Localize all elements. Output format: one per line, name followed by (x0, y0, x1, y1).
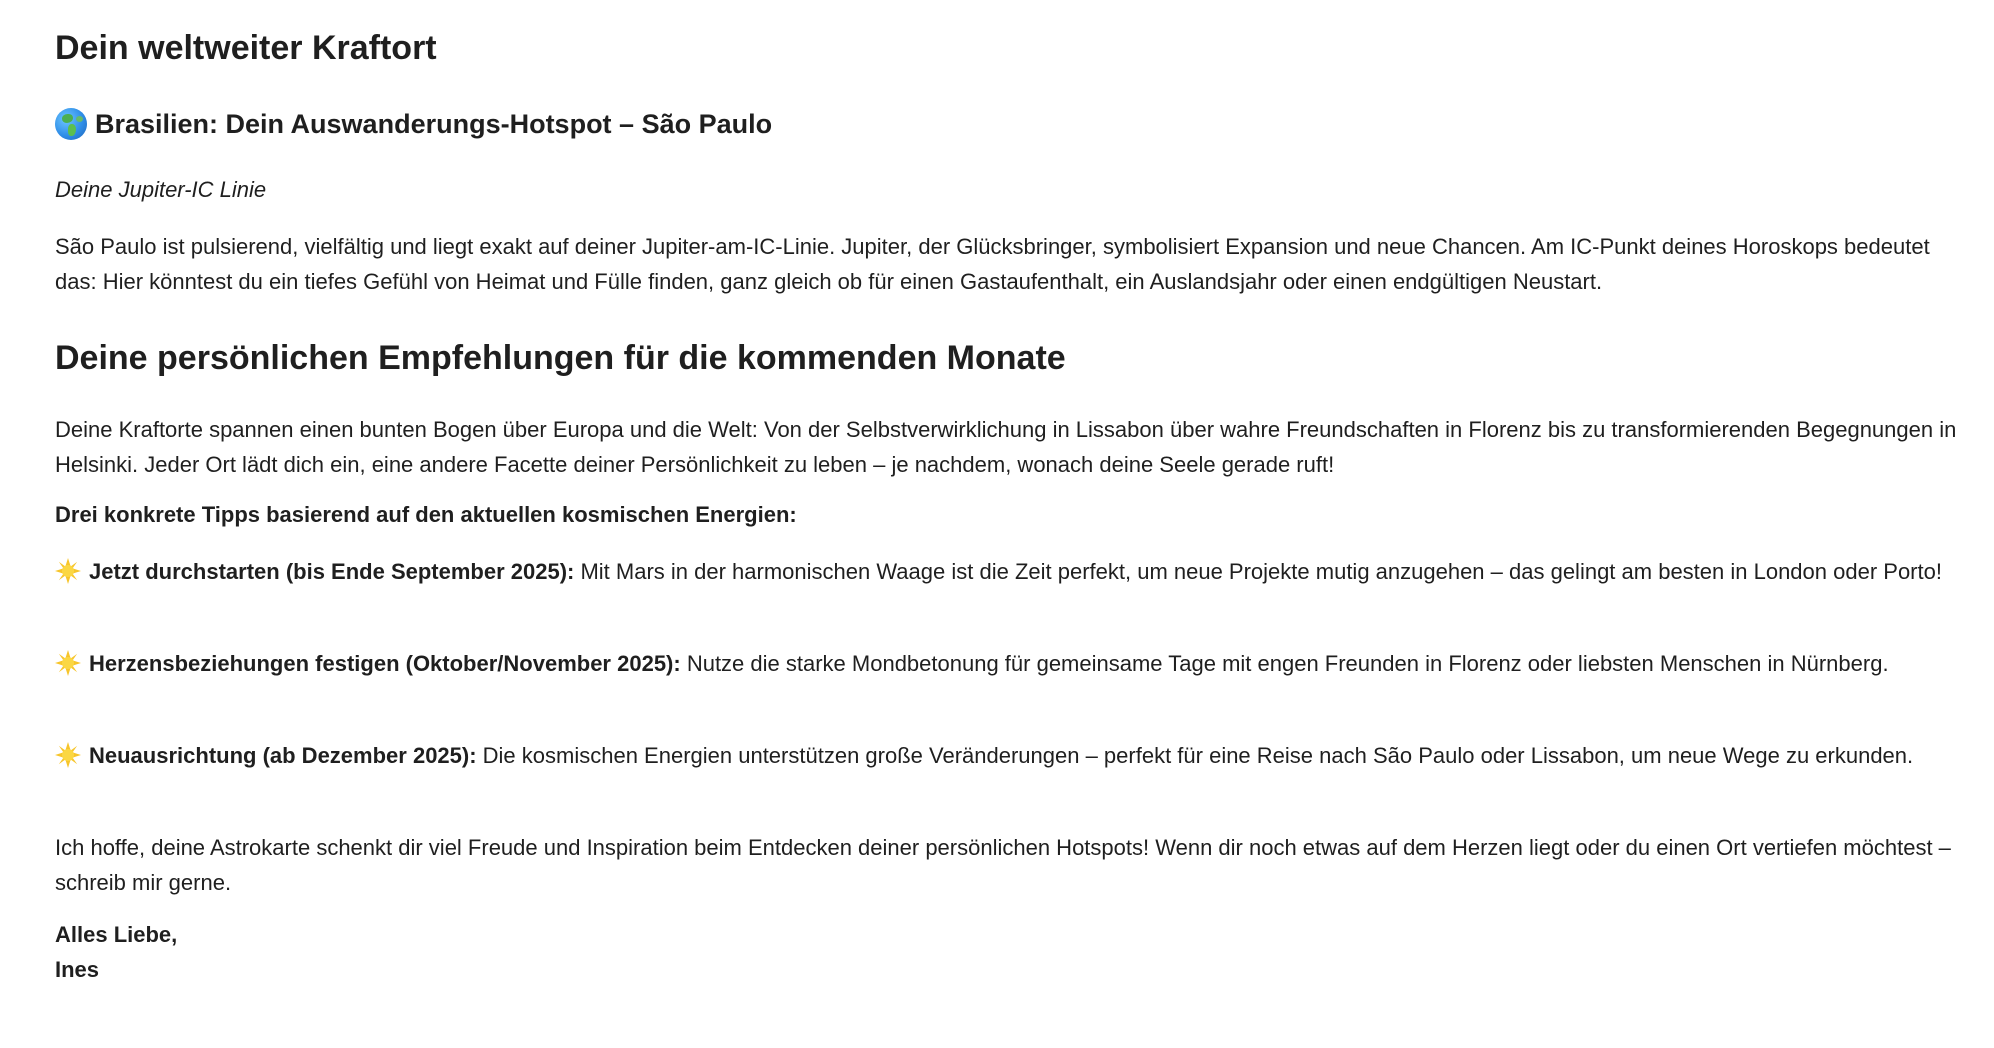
sun-icon (55, 650, 81, 676)
tip-item (55, 738, 1975, 773)
tip-title: Jetzt durchstarten (bis Ende September 2025): (89, 559, 575, 584)
signoff (55, 917, 177, 987)
page-title: Dein weltweiter Kraftort (55, 29, 437, 67)
tip-title: Herzensbeziehungen festigen (Oktober/November 2025): (89, 651, 681, 676)
sao-paulo-paragraph: São Paulo ist pulsierend, vielfältig und liegt exakt auf deiner Jupiter-am-IC-Linie. Jupiter, der Glücksbringer, symbolisiert Expansion und neue Chancen. Am IC-Punkt deines Horoskops bedeutet das: Hier könntest du ein tiefes Gefühl von Heimat und Fülle finden, ganz gleich ob für einen Gastaufenthalt, ein Auslandsjahr oder einen endgültigen Neustart. (55, 234, 1930, 294)
globe-icon (55, 108, 87, 140)
tip-title: Neuausrichtung (ab Dezember 2025): (89, 743, 477, 768)
tips-heading: Drei konkrete Tipps basierend auf den aktuellen kosmischen Energien: (55, 502, 797, 527)
section-heading-brasilien (55, 106, 772, 142)
tip-item (55, 554, 1975, 589)
sun-icon (55, 742, 81, 768)
tip-item (55, 646, 1975, 681)
section-heading-brasilien-label: Brasilien: Dein Auswanderungs-Hotspot – São Paulo (95, 109, 773, 139)
closing-paragraph: Ich hoffe, deine Astrokarte schenkt dir viel Freude und Inspiration beim Entdecken deiner persönlichen Hotspots! Wenn dir noch etwas auf dem Herzen liegt oder du einen Ort vertiefen möchtest – schreib mir gerne. (55, 835, 1951, 895)
jupiter-line-subtitle: Deine Jupiter-IC Linie (55, 177, 267, 202)
tip-text: Nutze die starke Mondbetonung für gemeinsame Tage mit engen Freunden in Florenz oder liebsten Menschen in Nürnberg. (680, 651, 1889, 676)
signoff-name: Ines (55, 957, 100, 982)
sun-icon (55, 558, 81, 584)
tip-text: Mit Mars in der harmonischen Waage ist die Zeit perfekt, um neue Projekte mutig anzugehen – das gelingt am besten in London oder Porto! (574, 559, 1942, 584)
signoff-greeting: Alles Liebe, (55, 922, 178, 947)
recommendations-heading: Deine persönlichen Empfehlungen für die kommenden Monate (55, 339, 1066, 377)
tip-text: Die kosmischen Energien unterstützen große Veränderungen – perfekt für eine Reise nach São Paulo oder Lissabon, um neue Wege zu erkunden. (476, 743, 1914, 768)
kraftorte-paragraph: Deine Kraftorte spannen einen bunten Bogen über Europa und die Welt: Von der Selbstverwirklichung in Lissabon über wahre Freundschaften in Florenz bis zu transformierenden Begegnungen in Helsinki. Jeder Ort lädt dich ein, eine andere Facette deiner Persönlichkeit zu leben – je nachdem, wonach deine Seele gerade ruft! (55, 417, 1957, 477)
